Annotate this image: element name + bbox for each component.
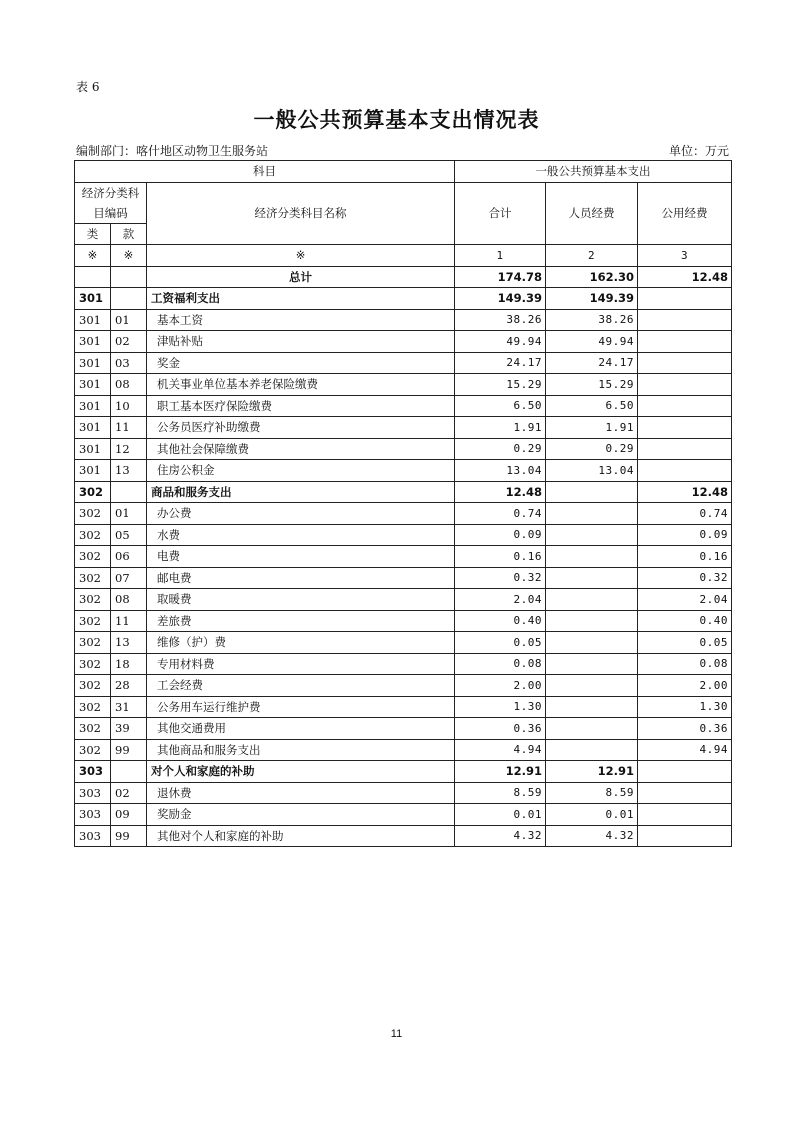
total-amount: 0.40	[455, 610, 546, 632]
page-title: 一般公共预算基本支出情况表	[253, 108, 540, 132]
class-code: 302	[75, 567, 111, 589]
total-amount: 12.48	[455, 481, 546, 503]
compiling-department: 编制部门：喀什地区动物卫生服务站	[76, 144, 269, 158]
item-code: 01	[111, 309, 147, 331]
subject-name: 基本工资	[147, 309, 455, 331]
column-index-1: 1	[455, 245, 546, 267]
personnel-amount	[546, 653, 638, 675]
item-code: 07	[111, 567, 147, 589]
class-code: 302	[75, 696, 111, 718]
personnel-amount: 24.17	[546, 352, 638, 374]
column-index-2: 2	[546, 245, 638, 267]
public-amount: 0.40	[638, 610, 732, 632]
public-amount	[638, 804, 732, 826]
table-row	[75, 675, 732, 697]
public-amount: 0.16	[638, 546, 732, 568]
class-code: 302	[75, 524, 111, 546]
item-code: 28	[111, 675, 147, 697]
grand-total-personnel: 162.30	[546, 266, 638, 288]
item-code: 11	[111, 417, 147, 439]
subject-name: 工资福利支出	[147, 288, 455, 310]
class-code: 302	[75, 653, 111, 675]
item-code: 02	[111, 331, 147, 353]
table-row	[75, 761, 732, 783]
total-amount: 0.32	[455, 567, 546, 589]
public-amount: 0.08	[638, 653, 732, 675]
subject-name: 邮电费	[147, 567, 455, 589]
public-amount	[638, 438, 732, 460]
total-amount: 0.09	[455, 524, 546, 546]
table-row	[75, 804, 732, 826]
class-code: 302	[75, 546, 111, 568]
subject-name: 其他商品和服务支出	[147, 739, 455, 761]
public-amount	[638, 460, 732, 482]
class-code: 303	[75, 825, 111, 847]
personnel-amount	[546, 524, 638, 546]
item-code: 12	[111, 438, 147, 460]
subject-name: 对个人和家庭的补助	[147, 761, 455, 783]
budget-header: 一般公共预算基本支出	[455, 161, 732, 183]
public-header: 公用经费	[638, 182, 732, 245]
personnel-amount	[546, 567, 638, 589]
table-row	[75, 438, 732, 460]
subject-header: 科目	[75, 161, 455, 183]
class-code: 301	[75, 309, 111, 331]
public-amount	[638, 309, 732, 331]
total-amount: 38.26	[455, 309, 546, 331]
header-row-1	[75, 161, 732, 183]
public-amount	[638, 352, 732, 374]
public-amount	[638, 288, 732, 310]
personnel-amount: 6.50	[546, 395, 638, 417]
public-amount	[638, 761, 732, 783]
item-code: 03	[111, 352, 147, 374]
class-code: 303	[75, 782, 111, 804]
total-amount: 15.29	[455, 374, 546, 396]
personnel-amount: 13.04	[546, 460, 638, 482]
personnel-amount: 1.91	[546, 417, 638, 439]
subject-name: 津贴补贴	[147, 331, 455, 353]
subject-name: 奖金	[147, 352, 455, 374]
budget-table	[74, 160, 732, 847]
subject-name: 其他交通费用	[147, 718, 455, 740]
personnel-amount: 149.39	[546, 288, 638, 310]
subject-name: 奖励金	[147, 804, 455, 826]
table-row	[75, 331, 732, 353]
table-row	[75, 503, 732, 525]
table-row	[75, 696, 732, 718]
total-amount: 4.32	[455, 825, 546, 847]
public-amount: 0.09	[638, 524, 732, 546]
total-amount: 0.08	[455, 653, 546, 675]
subject-name: 商品和服务支出	[147, 481, 455, 503]
code-header: 经济分类科目编码	[75, 182, 147, 223]
item-code: 01	[111, 503, 147, 525]
subject-name: 专用材料费	[147, 653, 455, 675]
mark-cell: ※	[75, 245, 111, 267]
total-amount: 13.04	[455, 460, 546, 482]
personnel-amount	[546, 546, 638, 568]
subject-name: 差旅费	[147, 610, 455, 632]
item-code	[111, 761, 147, 783]
subject-name: 工会经费	[147, 675, 455, 697]
empty-cell	[111, 266, 147, 288]
class-code: 302	[75, 739, 111, 761]
total-amount: 149.39	[455, 288, 546, 310]
table-row	[75, 825, 732, 847]
class-code: 301	[75, 374, 111, 396]
item-code	[111, 288, 147, 310]
personnel-amount: 38.26	[546, 309, 638, 331]
class-code: 302	[75, 481, 111, 503]
item-code: 18	[111, 653, 147, 675]
item-code: 02	[111, 782, 147, 804]
table-row	[75, 610, 732, 632]
class-code: 302	[75, 503, 111, 525]
subject-name: 其他对个人和家庭的补助	[147, 825, 455, 847]
total-amount: 2.04	[455, 589, 546, 611]
table-row	[75, 653, 732, 675]
subject-name: 办公费	[147, 503, 455, 525]
class-code: 301	[75, 352, 111, 374]
table-row	[75, 460, 732, 482]
personnel-amount: 8.59	[546, 782, 638, 804]
personnel-amount	[546, 632, 638, 654]
grand-total-label: 总计	[147, 266, 455, 288]
subject-name: 水费	[147, 524, 455, 546]
subject-name: 取暖费	[147, 589, 455, 611]
personnel-amount: 4.32	[546, 825, 638, 847]
personnel-amount: 49.94	[546, 331, 638, 353]
total-amount: 12.91	[455, 761, 546, 783]
personnel-header: 人员经费	[546, 182, 638, 245]
class-code: 302	[75, 610, 111, 632]
item-code: 08	[111, 589, 147, 611]
class-code: 301	[75, 417, 111, 439]
total-amount: 0.29	[455, 438, 546, 460]
subject-name: 住房公积金	[147, 460, 455, 482]
item-code: 10	[111, 395, 147, 417]
class-code: 301	[75, 331, 111, 353]
class-code: 302	[75, 718, 111, 740]
table-row	[75, 589, 732, 611]
personnel-amount: 15.29	[546, 374, 638, 396]
table-row	[75, 395, 732, 417]
class-code: 302	[75, 675, 111, 697]
item-code: 09	[111, 804, 147, 826]
mark-cell: ※	[147, 245, 455, 267]
subject-name: 电费	[147, 546, 455, 568]
item-code: 31	[111, 696, 147, 718]
page-number: 11	[390, 1028, 403, 1040]
public-amount	[638, 395, 732, 417]
lei-header: 类	[75, 223, 111, 245]
total-amount: 24.17	[455, 352, 546, 374]
personnel-amount: 0.01	[546, 804, 638, 826]
table-number: 表 6	[76, 80, 100, 94]
table-row	[75, 718, 732, 740]
table-row	[75, 567, 732, 589]
public-amount: 4.94	[638, 739, 732, 761]
table-row	[75, 546, 732, 568]
class-code: 301	[75, 438, 111, 460]
column-index-3: 3	[638, 245, 732, 267]
item-code: 13	[111, 632, 147, 654]
personnel-amount: 0.29	[546, 438, 638, 460]
public-amount: 0.32	[638, 567, 732, 589]
item-code: 99	[111, 739, 147, 761]
table-row	[75, 632, 732, 654]
item-code: 99	[111, 825, 147, 847]
public-amount: 2.00	[638, 675, 732, 697]
public-amount: 0.36	[638, 718, 732, 740]
public-amount: 12.48	[638, 481, 732, 503]
total-header: 合计	[455, 182, 546, 245]
mark-cell: ※	[111, 245, 147, 267]
item-code: 05	[111, 524, 147, 546]
table-row	[75, 374, 732, 396]
grand-total-amount: 174.78	[455, 266, 546, 288]
personnel-amount	[546, 675, 638, 697]
personnel-amount	[546, 589, 638, 611]
public-amount	[638, 331, 732, 353]
total-amount: 4.94	[455, 739, 546, 761]
total-amount: 49.94	[455, 331, 546, 353]
subject-name: 职工基本医疗保险缴费	[147, 395, 455, 417]
personnel-amount	[546, 503, 638, 525]
class-code: 301	[75, 288, 111, 310]
table-row	[75, 417, 732, 439]
table-row	[75, 782, 732, 804]
public-amount: 1.30	[638, 696, 732, 718]
kuan-header: 款	[111, 223, 147, 245]
class-code: 301	[75, 395, 111, 417]
total-amount: 0.36	[455, 718, 546, 740]
total-amount: 0.16	[455, 546, 546, 568]
table-row	[75, 352, 732, 374]
table-row	[75, 524, 732, 546]
table-row	[75, 739, 732, 761]
table-row	[75, 481, 732, 503]
name-header: 经济分类科目名称	[147, 182, 455, 245]
empty-cell	[75, 266, 111, 288]
personnel-amount	[546, 481, 638, 503]
item-code: 06	[111, 546, 147, 568]
public-amount: 2.04	[638, 589, 732, 611]
table-row	[75, 309, 732, 331]
personnel-amount	[546, 739, 638, 761]
table-body	[75, 288, 732, 847]
total-amount: 1.30	[455, 696, 546, 718]
personnel-amount	[546, 610, 638, 632]
total-amount: 8.59	[455, 782, 546, 804]
personnel-amount	[546, 696, 638, 718]
subject-name: 机关事业单位基本养老保险缴费	[147, 374, 455, 396]
total-amount: 1.91	[455, 417, 546, 439]
total-amount: 0.74	[455, 503, 546, 525]
subject-name: 公务用车运行维护费	[147, 696, 455, 718]
unit-label: 单位：万元	[668, 144, 729, 158]
class-code: 303	[75, 761, 111, 783]
item-code: 13	[111, 460, 147, 482]
item-code	[111, 481, 147, 503]
public-amount: 0.74	[638, 503, 732, 525]
class-code: 302	[75, 589, 111, 611]
personnel-amount: 12.91	[546, 761, 638, 783]
total-amount: 0.05	[455, 632, 546, 654]
total-amount: 6.50	[455, 395, 546, 417]
public-amount	[638, 417, 732, 439]
public-amount	[638, 374, 732, 396]
item-code: 11	[111, 610, 147, 632]
subject-name: 其他社会保障缴费	[147, 438, 455, 460]
personnel-amount	[546, 718, 638, 740]
table-row	[75, 288, 732, 310]
header-row-4	[75, 245, 732, 267]
public-amount	[638, 782, 732, 804]
class-code: 301	[75, 460, 111, 482]
total-amount: 0.01	[455, 804, 546, 826]
subject-name: 退休费	[147, 782, 455, 804]
grand-total-row	[75, 266, 732, 288]
subject-name: 公务员医疗补助缴费	[147, 417, 455, 439]
subject-name: 维修（护）费	[147, 632, 455, 654]
grand-total-public: 12.48	[638, 266, 732, 288]
header-row-2	[75, 182, 732, 223]
class-code: 302	[75, 632, 111, 654]
public-amount: 0.05	[638, 632, 732, 654]
item-code: 39	[111, 718, 147, 740]
item-code: 08	[111, 374, 147, 396]
public-amount	[638, 825, 732, 847]
total-amount: 2.00	[455, 675, 546, 697]
class-code: 303	[75, 804, 111, 826]
